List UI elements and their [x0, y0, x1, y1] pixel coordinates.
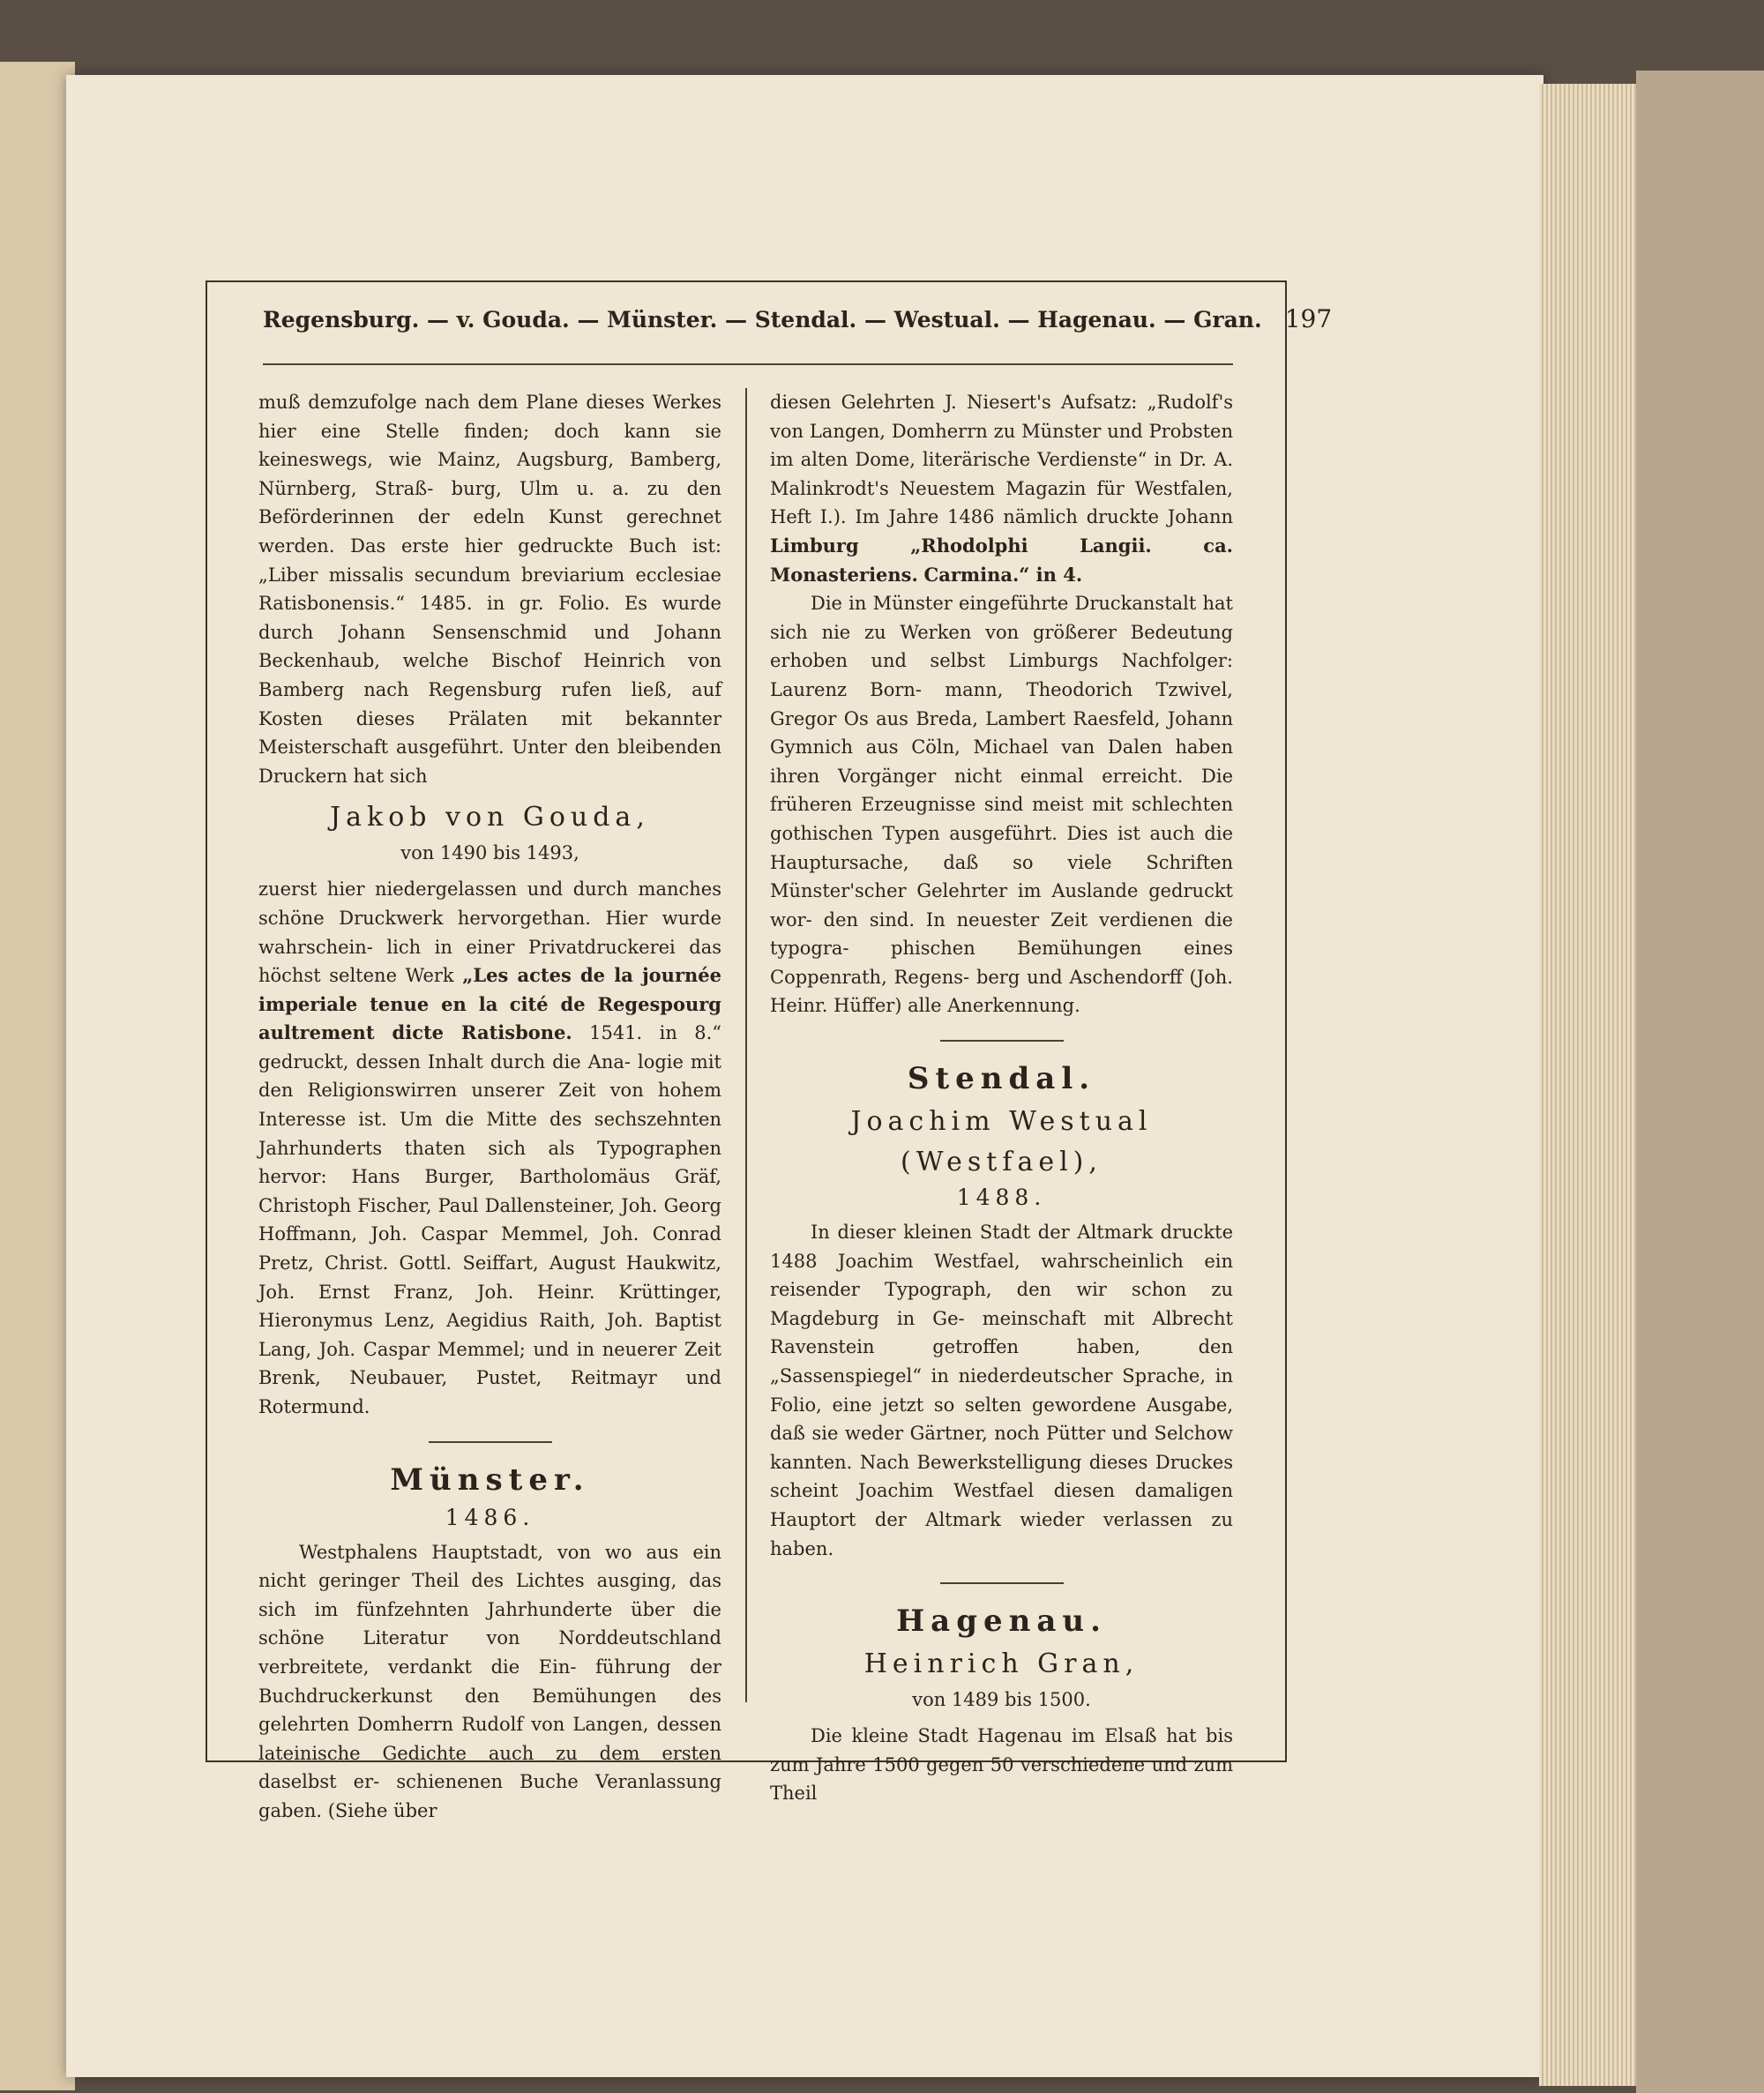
- running-head-title: Regensburg. — v. Gouda. — Münster. — Stendal. — Westual. — Hagenau. — Gran.: [263, 307, 1262, 333]
- page-stack-edges: [1539, 84, 1636, 2086]
- paragraph-muenster: Westphalens Hauptstadt, von wo aus ein nicht geringer Theil des Lichtes ausging, das sich im fünfzehnten Jahrhunderte über die schöne Literatur von Norddeutschland verbreitete, verdankt die Ein- führung der Buchdruckerkunst den Bemühungen des gelehrten Domherrn Rudolf von Langen, dessen lateinische Gedichte auch zu dem ersten daselbst er- schienenen Buche Veranlassung gaben. (Siehe über: [258, 1541, 721, 1821]
- heading-joachim-westual: Joachim Westual (Westfael),: [850, 1106, 1153, 1178]
- paragraph-druckanstalt: Die in Münster eingeführte Druckanstalt hat sich nie zu Werken von größerer Bedeutung erhoben und selbst Limburgs Nachfolger: Laurenz Born- mann, Theodorich Tzwivel, Gregor Os aus Breda, Lambert Raesfeld, Johann Gymnich aus Cöln, Michael van Dalen haben ihren Vorgänger nicht einmal erreicht. Die früheren Erzeugnisse sind meist mit schlechten gothischen Typen ausgeführt. Dies ist auch die Hauptursache, daß so viele Schriften Münster'scher Gelehrter im Auslande gedruckt wor- den sind. In neuester Zeit verdienen die typogra- phischen Bemühungen eines Coppenrath, Regens- berg und Aschendorff (Joh. Heinr. Hüffer) alle Anerkennung.: [770, 593, 1234, 1017]
- paragraph-hagenau: Die kleine Stadt Hagenau im Elsaß hat bis zum Jahre 1500 gegen 50 verschiedene und zum Theil: [770, 1725, 1233, 1805]
- section-rule: [940, 1040, 1064, 1042]
- paragraph-stendal: In dieser kleinen Stadt der Altmark druckte 1488 Joachim Westfael, wahrscheinlich ein reisender Typograph, den wir schon zu Magdeburg in Ge- meinschaft mit Albrecht Ravenstein getroffen haben, den „Sassenspiegel“ in niederdeutscher Sprache, in Folio, eine jetzt so selten gewordene Ausgabe, daß sie weder Gärtner, noch Pütter und Selchow kannten. Nach Bewerkstelligung dieses Druckes scheint Joachim Westfael diesen damaligen Hauptort der Altmark wieder verlassen zu haben.: [770, 1222, 1233, 1559]
- stendal-year: 1488.: [956, 1185, 1047, 1211]
- section-rule: [429, 1441, 552, 1443]
- right-column: [770, 388, 1233, 1808]
- heading-stendal: Stendal.: [907, 1061, 1096, 1097]
- heading-jakob-von-gouda: Jakob von Gouda,: [330, 802, 650, 833]
- paragraph-regensburg: muß demzufolge nach dem Plane dieses Werkes hier eine Stelle finden; doch kann sie keineswegs, wie Mainz, Augsburg, Bamberg, Nürnberg, Straß- burg, Ulm u. a. zu den Beförderinnen der edeln Kunst gerechnet werden. Das erste hier gedruckte Buch ist: „Liber missalis secundum breviarium ecclesiae Ratisbonensis.“ 1485. in gr. Folio. Es wurde durch Johann Sensenschmid und Johann Beckenhaub, welche Bischof Heinrich von Bamberg nach Regensburg rufen ließ, auf Kosten dieses Prälaten mit bekannter Meisterschaft ausgeführt. Unter den bleibenden Druckern hat sich: [258, 392, 721, 787]
- page-number: 197: [1284, 304, 1333, 333]
- paragraph-gouda: zuerst hier niedergelassen und durch manches schöne Druckwerk hervorgethan. Hier wurde wahrschein- lich in einer Privatdruckerei das höchst seltene Werk „Les actes de la journée imperiale tenue en la cité de Regespourg aultrement dicte Ratisbone. 1541. in 8.“ gedruckt, dessen Inhalt durch die Ana- logie mit den Religionswirren unserer Zeit von hohem Interesse ist. Um die Mitte des sechszehnten Jahrhunderts thaten sich als Typographen hervor: Hans Burger, Bartholomäus Gräf, Christoph Fischer, Paul Dallensteiner, Joh. Georg Hoffmann, Joh. Caspar Memmel, Joh. Conrad Pretz, Christ. Gottl. Seiffart, August Haukwitz, Joh. Ernst Franz, Joh. Heinr. Krüttinger, Hieronymus Lenz, Aegidius Raith, Joh. Baptist Lang, Joh. Caspar Memmel; und in neuerer Zeit Brenk, Neubauer, Pustet, Reitmayr und Rotermund.: [258, 878, 722, 1417]
- paragraph-niesert: diesen Gelehrten J. Niesert's Aufsatz: „Rudolf's von Langen, Domherrn zu Münster und Probsten im alten Dome, literärische Verdienste“ in Dr. A. Malinkrodt's Neuestem Magazin für Westfalen, Heft I.). Im Jahre 1486 nämlich druckte Johann Limburg „Rhodolphi Langii. ca. Monasteriens. Carmina.“ in 4.: [770, 392, 1233, 586]
- heading-hagenau: Hagenau.: [896, 1603, 1107, 1640]
- book-cover: [1636, 71, 1764, 2093]
- left-column: [258, 388, 721, 1826]
- heading-muenster: Münster.: [390, 1461, 590, 1498]
- section-rule: [940, 1582, 1064, 1584]
- hagenau-date-range: von 1489 bis 1500.: [912, 1689, 1091, 1711]
- column-divider: [745, 388, 747, 1702]
- jakob-date-range: von 1490 bis 1493,: [400, 842, 579, 864]
- heading-heinrich-gran: Heinrich Gran,: [863, 1648, 1140, 1680]
- header-rule: [263, 363, 1233, 365]
- muenster-year: 1486.: [445, 1504, 535, 1530]
- left-page-edge: [0, 62, 75, 2090]
- running-head: [263, 304, 1333, 340]
